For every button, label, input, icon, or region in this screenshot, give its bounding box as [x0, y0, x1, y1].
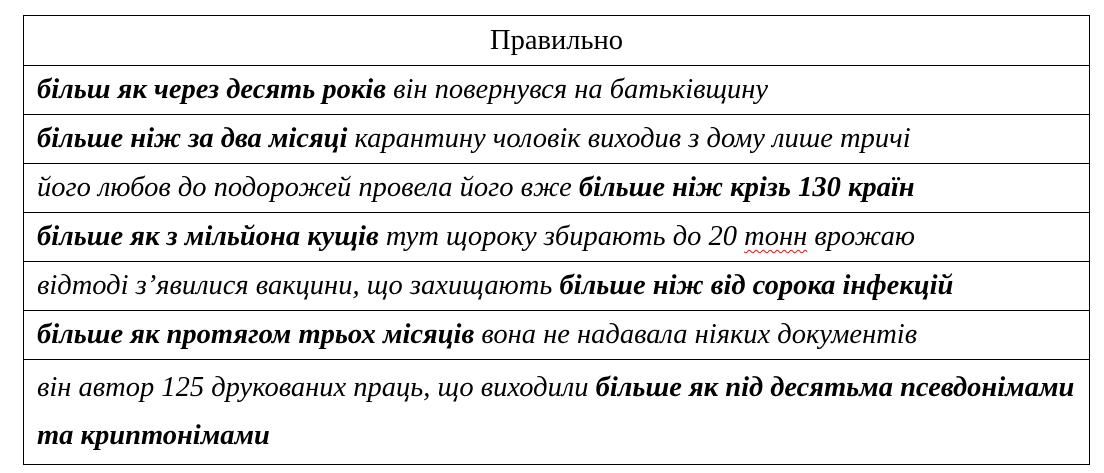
row-text: він повернувся на батьківщину [385, 74, 769, 105]
row-bold-phrase: більш як через десять років [37, 74, 386, 105]
row-text: вона не надавала ніяких документів [474, 319, 918, 350]
row-bold-phrase: більше як протягом трьох місяців [37, 319, 475, 350]
row-bold-phrase: більше ніж від сорока інфекцій [559, 270, 954, 301]
table-row [24, 261, 1089, 310]
row-text: його любов до подорожей провела його вже [37, 172, 579, 203]
row-bold-phrase: більше ніж за два місяці [37, 123, 348, 154]
table-row [24, 163, 1089, 212]
row-text: врожаю [807, 221, 916, 252]
table-header: Правильно [490, 25, 623, 56]
row-text: відтоді з’явилися вакцини, що захищають [37, 270, 560, 301]
row-text: він автор 125 друкованих праць, що виходили [37, 372, 596, 403]
row-bold-phrase: більше як з мільйона кущів [37, 221, 379, 252]
row-text: карантину чоловік виходив з дому лише тричі [347, 123, 911, 154]
table-row [24, 310, 1089, 359]
usage-table [23, 15, 1090, 465]
row-bold-phrase: більше ніж крізь 130 країн [578, 172, 915, 203]
table-row [24, 114, 1089, 163]
row-text: тут щороку збирають до 20 [378, 221, 745, 252]
row-bold-phrase: більше як під десятьма псевдонімами та криптонімами [37, 372, 1075, 451]
spellcheck-word: тонн [744, 221, 808, 252]
table-row [24, 359, 1089, 464]
table-row [24, 65, 1089, 114]
table-row [24, 212, 1089, 261]
